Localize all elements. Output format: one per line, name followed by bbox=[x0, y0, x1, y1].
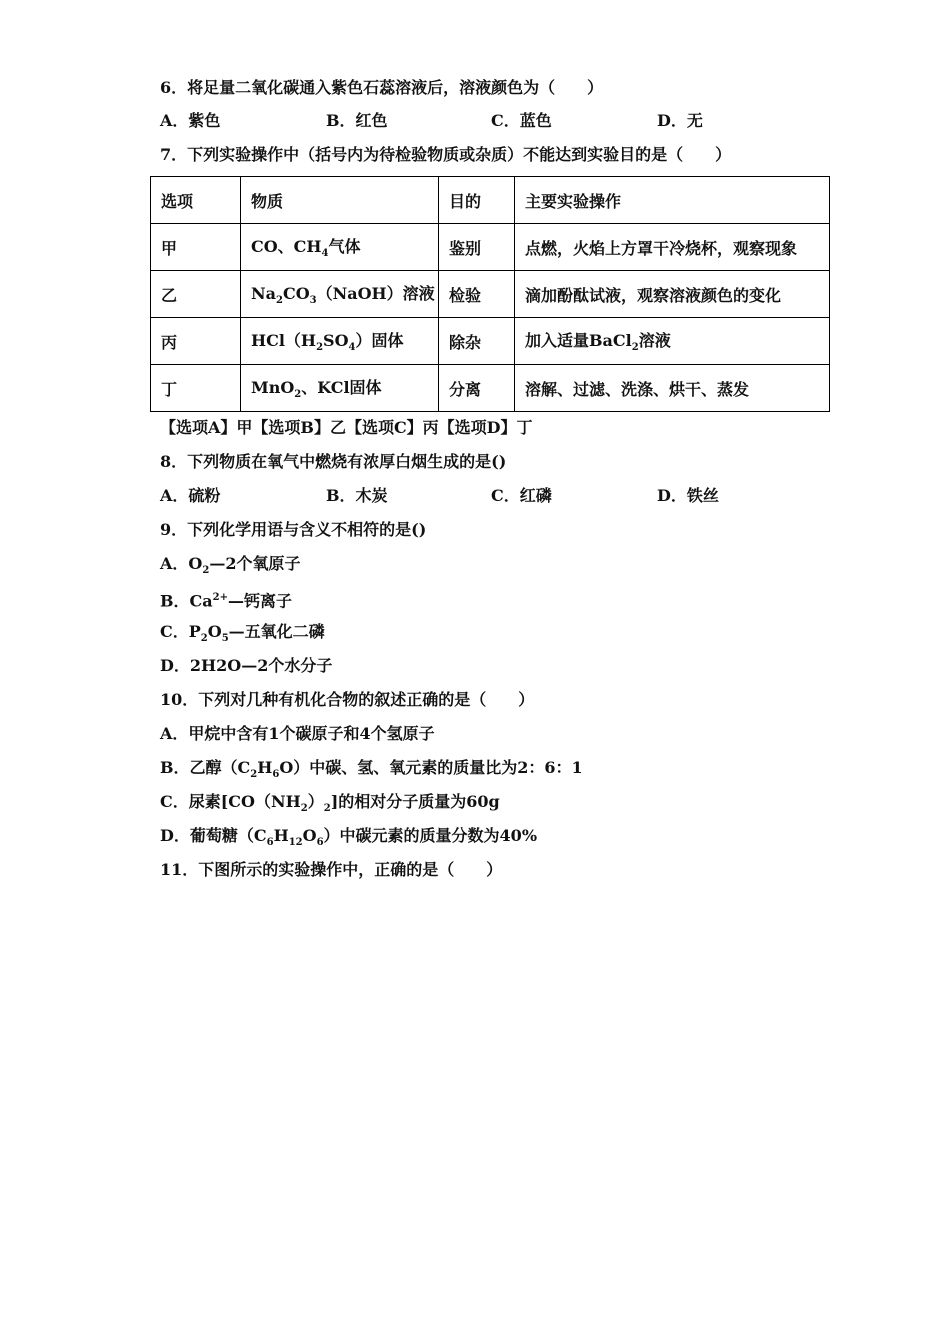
row-label: 乙 bbox=[151, 271, 241, 318]
option-b: B．红色 bbox=[326, 111, 388, 130]
header-purpose: 目的 bbox=[439, 177, 515, 224]
question-9-option-b: B．$Ca^{2+}—$钙离子 bbox=[160, 591, 292, 611]
option-d: D．无 bbox=[657, 111, 703, 130]
table-row bbox=[151, 224, 830, 271]
row-operation: 溶解、过滤、洗涤、烘干、蒸发 bbox=[515, 365, 830, 412]
table-header-row bbox=[151, 177, 830, 224]
question-10-option-b: B．乙醇$(C_2H_6O)$中碳、氢、氧元素的质量比为2：6：1 bbox=[160, 758, 583, 781]
header-option: 选项 bbox=[151, 177, 241, 224]
row-purpose: 分离 bbox=[439, 365, 515, 412]
question-9-option-c: C．$P_2O_5—$五氧化二磷 bbox=[160, 622, 325, 645]
question-10-option-c: C．尿素$[CO(NH_2)_2]$的相对分子质量为60g bbox=[160, 792, 500, 815]
formula: $HCl(H_2SO_4)$固体 bbox=[251, 331, 404, 354]
question-9-stem: 9．下列化学用语与含义不相符的是() bbox=[160, 520, 427, 539]
experiment-table bbox=[150, 176, 830, 412]
question-8-stem: 8．下列物质在氧气中燃烧有浓厚白烟生成的是() bbox=[160, 452, 507, 471]
formula: MnO$_2$、KCl固体 bbox=[251, 378, 382, 401]
row-purpose: 鉴别 bbox=[439, 224, 515, 271]
row-substance bbox=[241, 318, 439, 365]
row-operation: 滴加酚酞试液，观察溶液颜色的变化 bbox=[515, 271, 830, 318]
row-substance bbox=[241, 365, 439, 412]
table-row bbox=[151, 318, 830, 365]
question-10-option-d: D．葡萄糖$(C_6H_{12}O_6)$中碳元素的质量分数为40% bbox=[160, 826, 538, 849]
row-label: 丙 bbox=[151, 318, 241, 365]
header-substance: 物质 bbox=[241, 177, 439, 224]
option-a: A．紫色 bbox=[160, 111, 221, 130]
option-c: C．蓝色 bbox=[491, 111, 552, 130]
formula: CO、$CH_4$气体 bbox=[251, 237, 361, 260]
row-purpose: 检验 bbox=[439, 271, 515, 318]
option-a: A．硫粉 bbox=[160, 486, 221, 505]
question-10-stem: 10．下列对几种有机化合物的叙述正确的是（ ） bbox=[160, 690, 535, 709]
question-9-option-a: A．$O_2—2$个氧原子 bbox=[160, 554, 301, 577]
table-row bbox=[151, 365, 830, 412]
formula: 加入适量BaCl$_2$溶液 bbox=[525, 331, 671, 354]
row-operation: 点燃，火焰上方罩干冷烧杯，观察现象 bbox=[515, 224, 830, 271]
question-9-option-d: D．2H2O—2个水分子 bbox=[160, 656, 333, 675]
option-d: D．铁丝 bbox=[657, 486, 719, 505]
formula: $Na_2CO_3(NaOH)$溶液 bbox=[251, 284, 435, 307]
row-label: 甲 bbox=[151, 224, 241, 271]
option-c: C．红磷 bbox=[491, 486, 552, 505]
option-b: B．木炭 bbox=[326, 486, 388, 505]
question-6-stem: 6．将足量二氧化碳通入紫色石蕊溶液后，溶液颜色为（ ） bbox=[160, 78, 604, 97]
row-operation bbox=[515, 318, 830, 365]
row-purpose: 除杂 bbox=[439, 318, 515, 365]
question-7-stem: 7．下列实验操作中（括号内为待检验物质或杂质）不能达到实验目的是（ ） bbox=[160, 145, 732, 164]
question-7-answer-choices: 【选项A】甲【选项B】乙【选项C】丙【选项D】丁 bbox=[160, 418, 533, 437]
row-substance bbox=[241, 271, 439, 318]
row-label: 丁 bbox=[151, 365, 241, 412]
row-substance bbox=[241, 224, 439, 271]
table-row bbox=[151, 271, 830, 318]
header-operation: 主要实验操作 bbox=[515, 177, 830, 224]
question-11-stem: 11．下图所示的实验操作中，正确的是（ ） bbox=[160, 860, 503, 879]
question-10-option-a: A．甲烷中含有1个碳原子和4个氢原子 bbox=[160, 724, 435, 743]
